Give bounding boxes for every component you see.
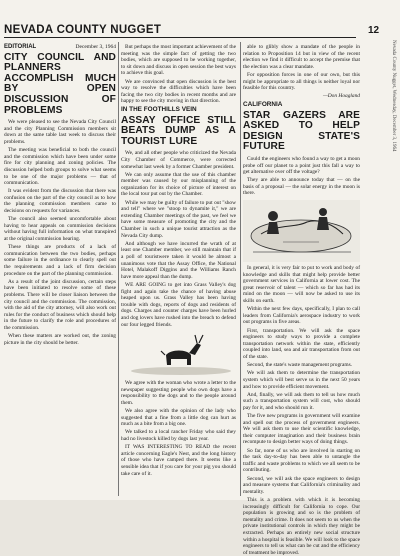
california-paragraph: We will ask them to determine the transportation system which will best serve us in the next 50 years and how to provide efficient movement. [243, 370, 360, 390]
california-paragraph: And, finally, we will ask them to tell us how much such a transportation system will cost, who should pay for it, and who should run it. [243, 391, 360, 411]
vertical-sidebar-text: Nevada County Nugget, Wednesday, December 3, 1964 [391, 40, 396, 152]
editorial-headline: CITY COUNCIL AND PLANNERS ACCOMPLISH MUCH BY OPEN DISCUSSION OF PROBLEMS [4, 51, 116, 116]
california-paragraph: Could the engineers who found a way to get a moon probe off our planet to a point just this fall a way to get alternative over off the voltage? [243, 155, 360, 176]
foothills-column [121, 44, 236, 496]
editorial-date: December 3, 1964 [75, 44, 116, 50]
opinion-paragraph: able to glibly show a mandate of the people in relation to Proposition 14 but in view of the recent election we find it difficult to accept the premise that the election was a clear mandate. [243, 44, 360, 70]
editorial-paragraph: But perhaps the most important achievement of the meeting was the simple fact of getting the two bodies, which are supposed to be working together, to sit down and discuss in open session the best ways to achieve this goal. [121, 44, 236, 77]
foothills-headline: ASSAY OFFICE STILL BEATS DUMP AS A TOURIST LURE [121, 114, 236, 147]
editorial-paragraph: The council also seemed uncomfortable about having to hear appeals on commission decisions without having full information on what transpired at the original commission hearing. [4, 216, 116, 243]
california-label: CALIFORNIA [243, 100, 283, 108]
california-paragraph: This is a problem with which it is becoming increasingly difficult for California to cope. Our population is growing and so is the problem of mentality and crime. It does not seem to us when the private institutional controls in which they might be extracted. Perhaps an entirely new social structure within a hospital is feasible. We will look to the space engineers to tell us what can be cut and the efficiency of treatment be improved. [243, 497, 360, 556]
editorial-paragraph: When these matters are worked out, the zoning picture in the city should be better. [4, 333, 116, 346]
editorial-paragraph: It was evident from the discussion that there was confusion on the part of the city council as to how the planning commission members came to decisions on requests for variances. [4, 188, 116, 215]
foothills-paragraph: And although we have incurred the wrath of at least one Chamber member, we still maintain that if a poll of touristwere taken it would be almost a unanimous vote that the Assay Office, the National Hotel, Malakoff Diggins and the Williams Ranch have more appeal than the dump. [121, 240, 236, 280]
california-paragraph: So far, none of us who are involved in starting on the task day-to-day has been able to untangle the traffic and waste problems to which we all seem to be contributing. [243, 447, 360, 474]
california-paragraph: Within the next few days, specifically, I plan to call leaders from California's aerospace industry to work out programs in five areas. [243, 306, 360, 326]
cartoon-illustration [243, 200, 360, 262]
editorial-label: EDITORIAL [4, 44, 37, 50]
goat-illustration [121, 331, 236, 377]
column-divider [118, 42, 119, 496]
foothills-paragraph: WE ARE GOING to get into Grass Valley's dog fight and again take the chance of having abuse heaped upon us. Grass Valley has been having trouble with dogs, reports of dogs and residents of dogs. Charges and counter charges have been hurled and dog lovers have rushed into the breach to defend our four legged friends. [121, 281, 236, 328]
opinion-paragraph: For opposition forces in one of our own, but this might be appropriate to all things is neither loyal nor feasible for this country. [243, 71, 360, 92]
byline-signature: —Don Hoagland [323, 93, 360, 100]
california-paragraph: They are able to announce today that — on the basis of a proposal — the solar energy in the moon is there. [243, 177, 360, 197]
foothills-label: IN THE FOOTHILLS VEIN [121, 105, 197, 113]
foothills-paragraph: We also agree with the opinion of the lady who suggested that a fine from a little dog can hurt as much as a bite from a big one. [121, 408, 236, 428]
editorial-paragraph: We are convinced that open discussion is the best way to resolve the difficulties which have been facing the two city bodies in recent months and are happy to see the city moving in that direction. [121, 78, 236, 105]
editorial-paragraph: We were pleased to see the Nevada City Council and the city Planning Commission members sit down at the same table last week to discuss their problems. [4, 119, 116, 145]
foothills-paragraph: We, and all other people who criticized the Nevada City Chamber of Commerce, were corrected somewhat last week by a former Chamber president. [121, 150, 236, 170]
california-paragraph: In general, it is very fair to put to work and body of knowledge and skills that might help provide better government services in California at lower cost. The great reservoir of talent — which so far has had its mind on the moon — will now be asked to use its skills on earth. [243, 265, 360, 305]
foothills-paragraph: IT WAS INTERESTING TO READ the recent article concerning Eagle's Nest, and the long history of those who have camped there. It seems like a sensible idea that if you care for your pig you should take care of it. [121, 444, 236, 477]
masthead-title: NEVADA COUNTY NUGGET [4, 24, 356, 38]
editorial-paragraph: These things are products of a lack of communication between the two bodies, perhaps some failure in the ordinance to clearly spell out the requirements and a lack of firm decision procedure on the part of the planning commission. [4, 244, 116, 277]
california-paragraph: First, transportation. We will ask the space engineers to study ways to provide a complete transportation network within the state, efficiently coupled into land, sea and air transportation from out of the state. [243, 327, 360, 360]
editorial-paragraph: As a result of the joint discussion, certain steps have been initiated to resolve some of these problems. There will be closer liaison between the city council and the commission. The commission, with the aid of the city attorney, will also work out rules for the conduct of business which should help in the future to clarify the role and procedures of the commission. [4, 278, 116, 331]
foothills-paragraph: We talked to a local rancher Friday who said they had no livestock killed by dogs last year. [121, 429, 236, 443]
california-column [243, 44, 360, 556]
foothills-paragraph: We can only assume that the use of this chamber member was caused by our misplanning of the organization for its choice of picture of interest on the local tour put out by the Chamber. [121, 171, 236, 198]
editorial-column [4, 44, 116, 496]
california-headline: STAR GAZERS ARE ASKED TO HELP DESIGN STATE'S FUTURE [243, 109, 360, 153]
column-divider [240, 42, 241, 496]
foothills-paragraph: We agree with the woman who wrote a letter to the newspaper suggesting people who own dogs have a responsibility to the dogs and to the people around them. [121, 380, 236, 406]
california-paragraph: Second, we will ask the space engineers to design and measure systems that California's criminality and mentality. [243, 475, 360, 495]
page-number: 12 [368, 25, 380, 36]
california-paragraph: Second, the state's waste management programs. [247, 362, 353, 369]
foothills-paragraph: While we may be guilty of failure to put out "show and tell" where we "stoop to dynamite it," we are extending Chamber meetings of the past, we feel we have some measure of promoting the city and the Chamber in such a unique tourist attraction as the Nevada City dump. [121, 199, 236, 239]
editorial-paragraph: The meeting was beneficial to both the council and the commission which have been under some fire for city planning and zoning policies. The discussion helped both groups to solve what seems to be one of the major problems — that of communication. [4, 147, 116, 187]
california-paragraph: The five new programs in government will examine and spell out the process of government engineers. We will ask them to use their scientific knowledge, their computer imagination and their business brain recompute to design better ways of doing things. [243, 413, 360, 446]
